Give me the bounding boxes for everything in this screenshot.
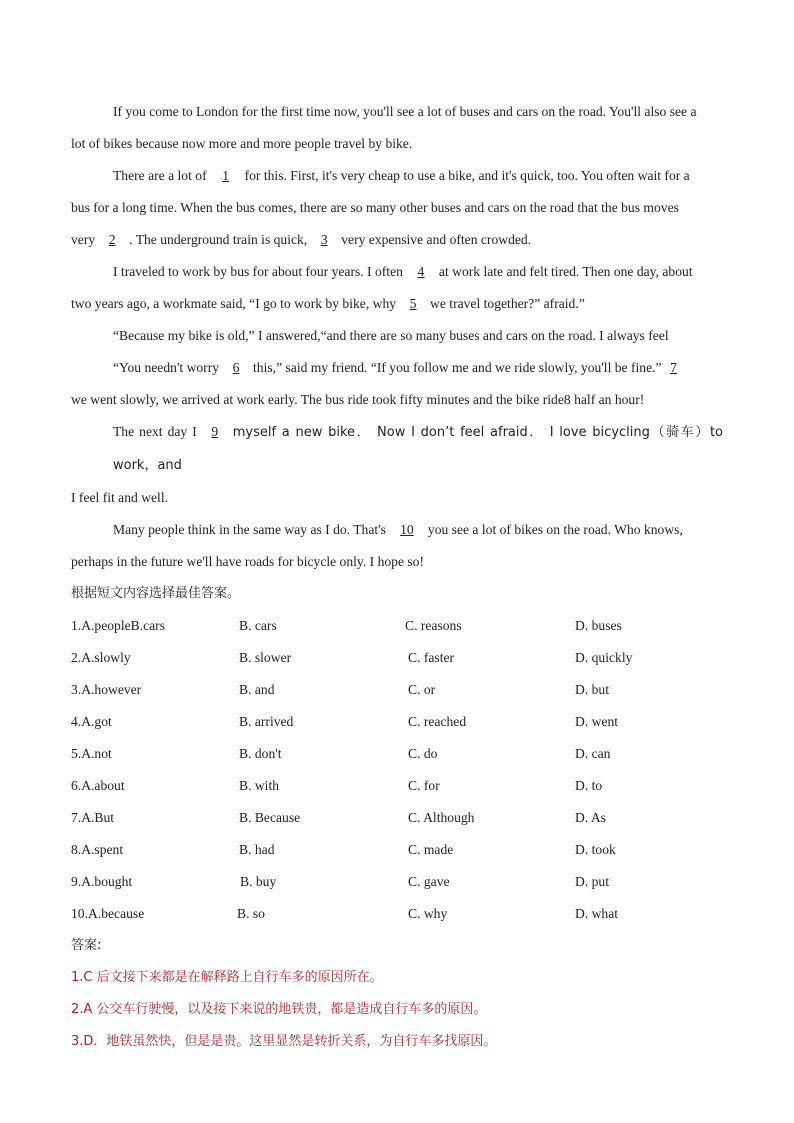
paragraph-2	[71, 160, 723, 256]
text-segment: two years ago, a workmate said, “I go to work by bike, why	[71, 296, 397, 311]
paragraph-1	[71, 96, 723, 160]
question-row	[71, 738, 723, 770]
question-row	[71, 706, 723, 738]
option-a: 4.A.got	[71, 714, 112, 729]
text-line	[71, 224, 723, 256]
paragraph-3	[71, 256, 723, 320]
blank-9: 9	[211, 424, 219, 439]
option-a: 3.A.however	[71, 682, 142, 697]
option-a: 10.A.because	[71, 906, 145, 921]
option-d: D. to	[575, 778, 603, 793]
option-c: C. reached	[408, 714, 467, 729]
option-b: B. cars	[239, 618, 277, 633]
option-c: C. faster	[408, 650, 455, 665]
option-d: D. quickly	[575, 650, 633, 665]
option-a: 6.A.about	[71, 778, 125, 793]
text-line: we went slowly, we arrived at work early. The bus ride took fifty minutes and the bike ride8 half an hour!	[71, 392, 645, 407]
blank-7: 7	[670, 360, 677, 375]
text-segment: very	[71, 232, 96, 247]
text-segment: we travel together?” afraid.”	[430, 296, 585, 311]
text-segment: for this. First, it's very cheap to use a bike, and it's quick, too. You often wait for a	[244, 168, 690, 183]
document-page	[71, 96, 723, 1058]
blank-3: 3	[320, 232, 328, 247]
paragraph-6	[71, 416, 723, 514]
option-d: D. but	[575, 682, 609, 697]
question-row	[71, 642, 723, 674]
paragraph-7	[71, 514, 723, 578]
option-b: B. so	[237, 906, 265, 921]
option-c: C. why	[408, 906, 448, 921]
question-row	[71, 898, 723, 930]
blank-5: 5	[409, 296, 417, 311]
text-segment: The next day I	[113, 424, 197, 439]
option-d: D. what	[575, 906, 619, 921]
option-b: B. buy	[240, 874, 277, 889]
text-line	[71, 288, 723, 320]
option-d: D. took	[575, 842, 616, 857]
option-a: 8.A.spent	[71, 842, 124, 857]
blank-6: 6	[232, 360, 240, 375]
answers-label: 答案:	[71, 938, 102, 953]
answer-line: 3.D．地铁虽然快，但是是贵。这里显然是转折关系，为自行车多找原因。	[71, 1034, 497, 1049]
option-d: D. buses	[575, 618, 622, 633]
option-a: 9.A.bought	[71, 874, 133, 889]
question-row	[71, 770, 723, 802]
blank-1: 1	[222, 168, 229, 183]
text-segment: Many people think in the same way as I do. That's	[113, 522, 386, 537]
option-a: 7.A.But	[71, 810, 115, 825]
text-line: I feel fit and well.	[71, 490, 169, 505]
blank-2: 2	[108, 232, 116, 247]
option-b: B. arrived	[239, 714, 294, 729]
option-b: B. slower	[239, 650, 292, 665]
option-c: C. made	[408, 842, 454, 857]
option-a: 5.A.not	[71, 746, 112, 761]
text-segment: myself a new bike． Now I don’t feel afraid． I love bicycling（骑车）to work，and	[113, 425, 723, 473]
option-b: B. with	[239, 778, 280, 793]
text-segment: very expensive and often crowded.	[341, 232, 532, 247]
option-c: C. for	[408, 778, 440, 793]
option-b: B. had	[239, 842, 275, 857]
text-segment: you see a lot of bikes on the road. Who knows,	[427, 522, 683, 537]
option-d: D. As	[575, 810, 606, 825]
text-line: “Because my bike is old,” I answered,“and there are so many buses and cars on the road. I always feel	[113, 328, 669, 343]
text-line	[71, 256, 723, 288]
option-d: D. went	[575, 714, 619, 729]
option-c: C. gave	[408, 874, 450, 889]
text-segment: I traveled to work by bus for about four years. I often	[113, 264, 403, 279]
option-a: 1.A.peopleB.cars	[71, 618, 165, 633]
option-d: D. put	[575, 874, 609, 889]
text-line	[71, 160, 723, 192]
text-segment: There are a lot of	[113, 168, 207, 183]
answer-line: 2.A 公交车行驶慢，以及接下来说的地铁贵，都是造成自行车多的原因。	[71, 1002, 487, 1017]
question-row	[71, 834, 723, 866]
option-c: C. Although	[408, 810, 475, 825]
question-row	[71, 674, 723, 706]
text-line: perhaps in the future we'll have roads for bicycle only. I hope so!	[71, 554, 424, 569]
text-line: If you come to London for the first time now, you'll see a lot of buses and cars on the road. You'll also see a	[113, 104, 697, 119]
text-line	[71, 416, 723, 482]
text-segment: at work late and felt tired. Then one day, about	[438, 264, 693, 279]
question-row	[71, 802, 723, 834]
option-a: 2.A.slowly	[71, 650, 131, 665]
option-c: C. reasons	[405, 618, 462, 633]
text-segment: . The underground train is quick,	[129, 232, 308, 247]
paragraph-5	[71, 352, 723, 416]
option-c: C. do	[408, 746, 438, 761]
text-line: lot of bikes because now more and more people travel by bike.	[71, 136, 413, 151]
text-segment: “You needn't worry	[113, 360, 220, 375]
answer-line: 1.C 后文接下来都是在解释路上自行车多的原因所在。	[71, 970, 383, 985]
blank-10: 10	[400, 522, 414, 537]
option-b: B. Because	[239, 810, 301, 825]
option-c: C. or	[408, 682, 436, 697]
question-row	[71, 610, 723, 642]
text-line: bus for a long time. When the bus comes, there are so many other buses and cars on the road that the bus moves	[71, 200, 679, 215]
blank-4: 4	[417, 264, 425, 279]
option-b: B. don't	[239, 746, 282, 761]
text-segment: this,” said my friend. “If you follow me and we ride slowly, you'll be fine.”	[253, 360, 662, 375]
instruction: 根据短文内容选择最佳答案。	[71, 586, 241, 601]
option-d: D. can	[575, 746, 611, 761]
text-line	[71, 352, 723, 384]
question-list	[71, 610, 723, 930]
paragraph-4	[71, 320, 723, 352]
text-line	[71, 514, 723, 546]
question-row	[71, 866, 723, 898]
option-b: B. and	[239, 682, 275, 697]
